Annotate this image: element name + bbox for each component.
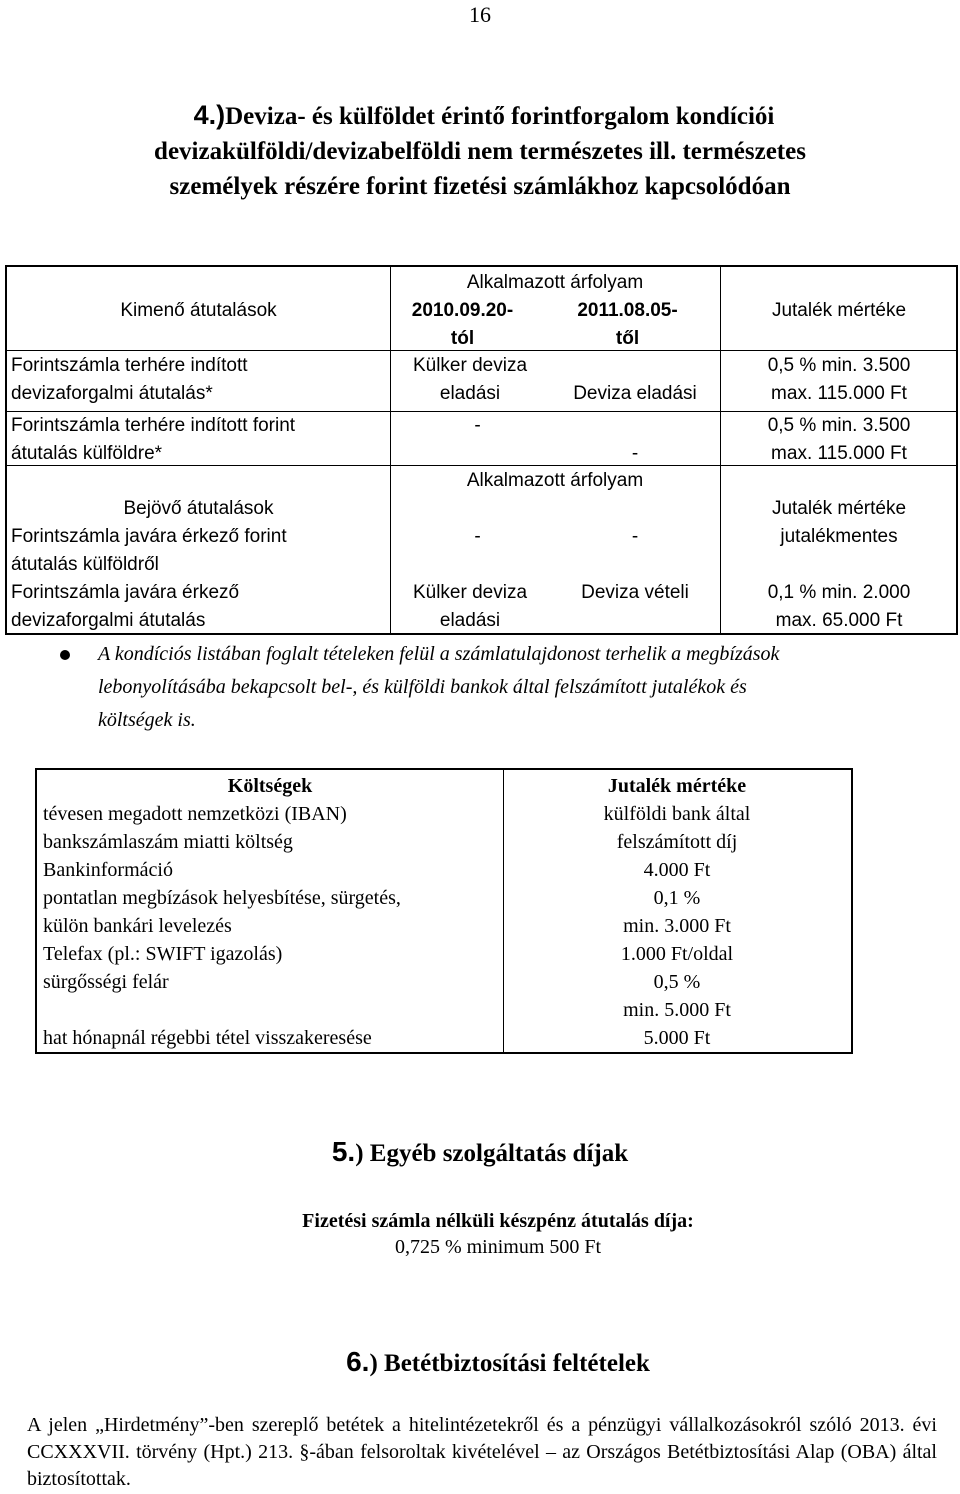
row-rate-2: -: [631, 443, 639, 464]
row-fee: 0,1 % min. 2.000 max. 65.000 Ft: [767, 582, 911, 631]
header-applied-rate: Alkalmazott árfolyam: [466, 470, 644, 491]
header-incoming: Bejövő átutalások: [123, 498, 274, 519]
section-6-title: ) Betétbiztosítási feltételek: [369, 1350, 650, 1377]
transfer-conditions-table: [5, 265, 958, 635]
header-outgoing: Kimenő átutalások: [120, 300, 277, 321]
row-rate-1: Külker deviza eladási: [412, 582, 528, 631]
header-fee: Jutalék mértéke: [607, 775, 747, 797]
cost-item: sürgősségi felár: [43, 971, 169, 993]
section-5-number: 5.: [331, 1136, 356, 1167]
section-5-heading: [0, 1136, 960, 1168]
cost-fee: külföldi bank által felszámított díj: [603, 803, 751, 853]
bullet-icon: [60, 650, 70, 660]
section-4-title-line3: személyek részére forint fizetési számlákhoz kapcsolódóan: [169, 173, 791, 200]
cost-fee: 4.000 Ft: [643, 859, 711, 881]
header-costs: Költségek: [227, 775, 313, 797]
cash-transfer-fee-label: Fizetési számla nélküli készpénz átutalás díja:: [302, 1210, 694, 1232]
costs-table: [35, 768, 853, 1054]
row-rate-2: Deviza eladási: [573, 383, 697, 404]
page-number: 16: [469, 2, 491, 27]
deposit-insurance-paragraph: A jelen „Hirdetmény”-ben szereplő betétek a hitelintézetekről és a pénzügyi vállalkozásokról szóló 2013. évi CCXXXVII. törvény (Hpt.) 213. §-ában felsoroltak kivételével – az Országos Betétbiztosítási Alap (OBA) által biztosítottak.: [27, 1414, 937, 1490]
cost-item: Bankinformáció: [43, 859, 173, 881]
note-line: A kondíciós listában foglalt tételeken felül a számlatulajdonost terhelik a megbízások: [98, 643, 780, 665]
section-6-heading: [0, 1346, 960, 1378]
cash-transfer-fee-value: 0,725 % minimum 500 Ft: [394, 1236, 602, 1258]
section-4-heading: [0, 98, 960, 204]
row-rate-1: -: [474, 415, 481, 436]
header-applied-rate: Alkalmazott árfolyam: [466, 272, 644, 293]
section-5-title: ) Egyéb szolgáltatás díjak: [355, 1140, 629, 1167]
section-4-number: 4.): [193, 100, 226, 130]
row-fee: 0,5 % min. 3.500 max. 115.000 Ft: [767, 355, 911, 404]
header-date-1: 2010.09.20- tól: [411, 300, 514, 349]
row-fee: jutalékmentes: [780, 526, 898, 547]
row-label: Forintszámla javára érkező forint átutalás külföldről: [11, 526, 287, 575]
cost-fee: 1.000 Ft/oldal: [620, 943, 734, 965]
row-label: Forintszámla terhére indított devizaforgalmi átutalás*: [11, 355, 248, 404]
row-rate-2: Deviza vételi: [581, 582, 689, 603]
cost-fee: 5.000 Ft: [643, 1027, 711, 1049]
header-fee: Jutalék mértéke: [771, 498, 907, 519]
fee-note: [60, 638, 940, 737]
row-rate-1: Külker deviza eladási: [412, 355, 528, 404]
section-4-title-line1: Deviza- és külföldet érintő forintforgalom kondíciói: [225, 103, 775, 130]
section-4-title-line2: devizakülföldi/devizabelföldi nem természetes ill. természetes: [154, 138, 806, 165]
row-rate-1: -: [474, 526, 481, 547]
cost-item: Telefax (pl.: SWIFT igazolás): [43, 943, 283, 965]
note-line: költségek is.: [98, 709, 196, 731]
row-fee: 0,5 % min. 3.500 max. 115.000 Ft: [767, 415, 911, 464]
row-label: Forintszámla terhére indított forint átutalás külföldre*: [11, 415, 296, 464]
note-line: lebonyolításába bekapcsolt bel-, és külföldi bankok által felszámított jutalékok és: [98, 676, 747, 698]
cost-item: tévesen megadott nemzetközi (IBAN) bankszámlaszám miatti költség: [43, 803, 347, 853]
section-6-number: 6.: [346, 1346, 370, 1377]
cost-item: pontatlan megbízások helyesbítése, sürgetés, külön bankári levelezés: [43, 887, 401, 937]
header-fee: Jutalék mértéke: [771, 300, 907, 321]
cost-fee: 0,5 % min. 5.000 Ft: [623, 971, 731, 1021]
cost-item: hat hónapnál régebbi tétel visszakeresése: [43, 1027, 372, 1049]
row-rate-2: -: [631, 526, 639, 547]
header-date-2: 2011.08.05- től: [577, 300, 678, 349]
row-label: Forintszámla javára érkező devizaforgalmi átutalás: [11, 582, 240, 631]
cost-fee: 0,1 % min. 3.000 Ft: [623, 887, 731, 937]
